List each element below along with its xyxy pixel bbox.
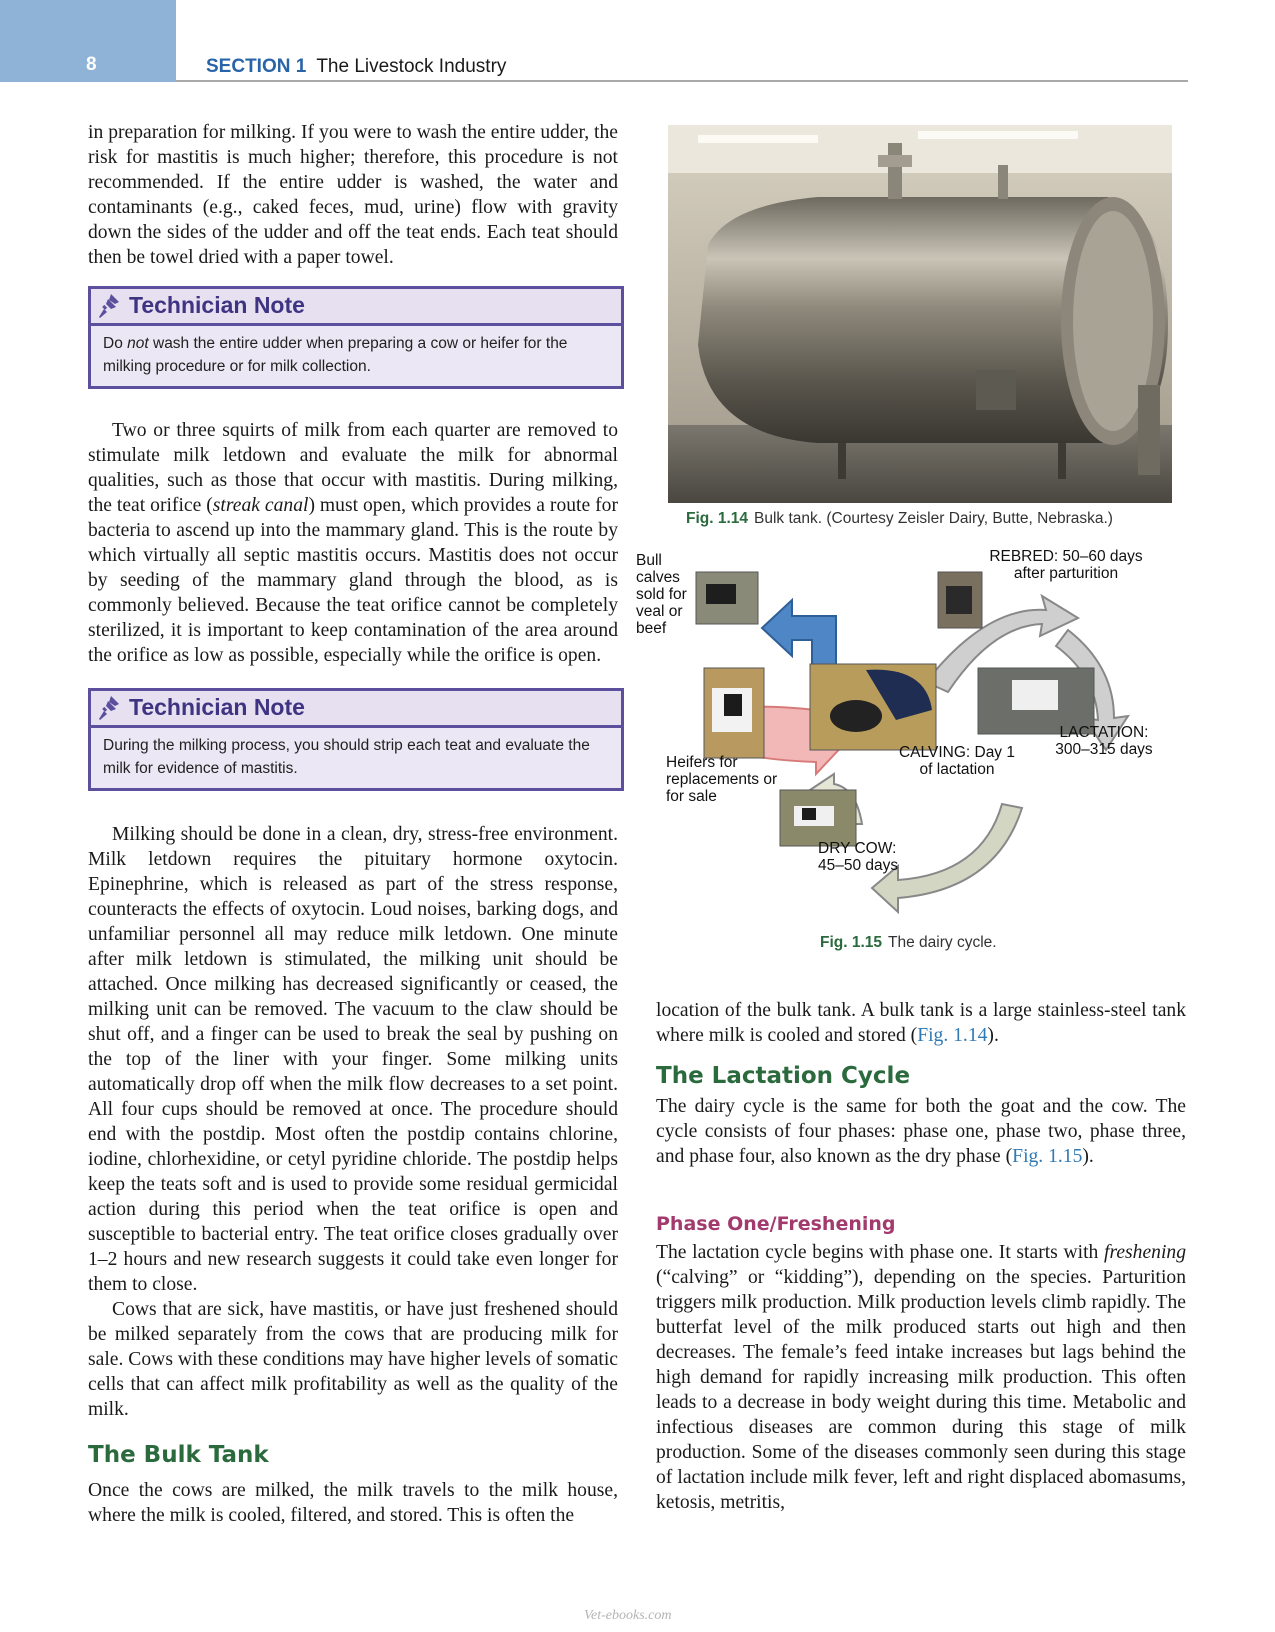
paragraph-sick-cows: Cows that are sick, have mastitis, or have just freshened should be milked separately from the cows that are producing milk for sale. Cows with these conditions may have higher levels of somatic cells that can affect milk profitability as well as the quality of the milk. [88, 1299, 618, 1420]
section-label: SECTION 1 [206, 56, 307, 77]
figure-caption-text: The dairy cycle. [888, 934, 997, 951]
note-text: wash the entire udder when preparing a cow or heifer for the milking procedure or for milk collection. [103, 335, 568, 375]
header-rule [176, 80, 1188, 82]
paragraph-udder-washing: in preparation for milking. If you were to wash the entire udder, the risk for mastitis is much higher; therefore, this procedure is not recommended. If the entire udder is washed, the water and contaminants (e.g., caked feces, mud, urine) flow with gravity down the sides of the udder and off the teat ends. Each teat should then be towel dried with a paper towel. [88, 122, 618, 268]
paragraph-milking-procedure: Milking should be done in a clean, dry, stress-free environment. Milk letdown requires the pituitary hormone oxytocin. Epinephrine, which is released as part of the stress response, counteracts the effects of oxytocin. Loud noises, barking dogs, and unfamiliar personnel all may reduce milk letdown. One minute after milk letdown is stimulated, the milking unit should be attached. Once milking has decreased significantly or ceased, the milking unit can be removed. The vacuum to the claw should be shut off, and a finger can be used to break the seal by pushing on the top of the liner with your finger. Some milking units automatically drop off when the milk flow decreases to a set point. All four cups should be removed at once. The procedure should end with the postdip. Most often the postdip contains chlorine, iodine, chlorhexidine, or cetyl pyridine chloride. The postdip helps keep the teats soft and is used to provide some residual germicidal action during this period when the teat orifice is open and susceptible to bacterial entry. The teat orifice closes gradually over 1–2 hours and new research suggests it could take even longer for them to close. [88, 824, 618, 1295]
technician-note-header [91, 691, 621, 728]
paragraph-milk-house: Once the cows are milked, the milk travels to the milk house, where the milk is cooled, filtered, and stored. This is often the [88, 1480, 618, 1526]
pushpin-icon [97, 292, 123, 320]
label-line: CALVING: Day 1 [898, 744, 1015, 761]
heading-phase-one: Phase One/Freshening [656, 1213, 896, 1235]
technician-note-body [91, 326, 621, 386]
technician-note-1 [88, 286, 624, 389]
right-column-top [656, 998, 1186, 1048]
figure-1-15-caption [820, 934, 997, 952]
running-header [206, 56, 506, 78]
paragraph-text: The lactation cycle begins with phase one. It starts with [656, 1242, 1104, 1263]
label-line: of lactation [919, 761, 995, 778]
right-column-bottom [656, 1240, 1186, 1515]
paragraph-text: The dairy cycle is the same for both the goat and the cow. The cycle consists of four phases: phase one, phase two, phase three, and phase four, also known as the dry phase ( [656, 1096, 1186, 1167]
technician-note-2 [88, 688, 624, 791]
figure-label: Fig. 1.15 [820, 934, 883, 951]
technician-note-header [91, 289, 621, 326]
paragraph-text: (“calving” or “kidding”), depending on the species. Parturition triggers milk production. Milk production levels climb rapidly. The butterfat level of the milk produced starts out high and then decreases. The female’s feed intake increases but lags behind the high demand for rapidly increasing milk production. This often leads to a decrease in body weight during this time. Metabolic and infectious diseases are common during this stage of milk production. Some of the diseases commonly seen during this stage of lactation include milk fever, left and right displaced abomasums, ketosis, metritis, [656, 1267, 1186, 1513]
paragraph-text: Two or three squirts of milk from each quarter are removed to stimulate milk letdown and evaluate the milk for abnormal qualities, such as those that occur with mastitis. During milking, the teat orifice ( [88, 420, 618, 516]
label-heifers [666, 754, 796, 805]
left-column-end [88, 1478, 618, 1528]
page-number: 8 [86, 54, 97, 75]
watermark: Vet-ebooks.com [584, 1608, 672, 1623]
label-line: replacements or [666, 771, 778, 788]
section-title: The Livestock Industry [316, 56, 507, 77]
label-lactation [1044, 724, 1164, 758]
label-line: 45–50 days [818, 857, 899, 874]
note-emphasis: not [127, 335, 149, 352]
paragraph-dairy-cycle [656, 1094, 1186, 1169]
label-bull-calves: Bull calves sold for veal or beef [636, 552, 687, 637]
label-line: 300–315 days [1055, 741, 1153, 758]
paragraph-phase-one [656, 1240, 1186, 1515]
label-line: Heifers for [666, 754, 738, 771]
left-column-bottom [88, 822, 618, 1422]
technician-note-title: Technician Note [129, 694, 305, 720]
paragraph-text: location of the bulk tank. A bulk tank is a large stainless-steel tank where milk is cooled and stored ( [656, 1000, 1186, 1046]
label-line: for sale [666, 788, 717, 805]
left-column-middle [88, 418, 618, 668]
dairy-cycle-diagram [636, 548, 1186, 930]
heading-lactation-cycle: The Lactation Cycle [656, 1063, 911, 1089]
figure-reference-link[interactable]: Fig. 1.14 [917, 1025, 988, 1046]
figure-1-14-caption [686, 510, 1113, 528]
label-line: LACTATION: [1059, 724, 1149, 741]
label-calving [892, 744, 1022, 778]
figure-label: Fig. 1.14 [686, 510, 749, 527]
paragraph-bulk-tank [656, 998, 1186, 1048]
paragraph-text: ). [987, 1025, 999, 1046]
technician-note-title: Technician Note [129, 292, 305, 318]
label-line: after parturition [1013, 565, 1119, 582]
bulk-tank-illustration [668, 125, 1172, 503]
bulk-tank-photo [668, 125, 1172, 503]
pushpin-icon [97, 694, 123, 722]
figure-caption-text: Bulk tank. (Courtesy Zeisler Dairy, Butte, Nebraska.) [754, 510, 1113, 527]
label-rebred [966, 548, 1166, 582]
right-column-middle [656, 1094, 1186, 1169]
paragraph-milk-letdown [88, 418, 618, 668]
label-dry-cow [818, 840, 918, 874]
note-text: Do [103, 335, 128, 352]
paragraph-emphasis: freshening [1104, 1242, 1186, 1263]
label-line: REBRED: 50–60 days [989, 548, 1143, 565]
figure-reference-link[interactable]: Fig. 1.15 [1012, 1146, 1083, 1167]
label-line: DRY COW: [818, 840, 897, 857]
paragraph-emphasis: streak canal [212, 495, 309, 516]
paragraph-text: ). [1082, 1146, 1094, 1167]
technician-note-body: During the milking process, you should strip each teat and evaluate the milk for evidence of mastitis. [91, 728, 621, 788]
heading-bulk-tank: The Bulk Tank [88, 1442, 269, 1468]
left-column-top [88, 120, 618, 270]
paragraph-text: ) must open, which provides a route for bacteria to ascend up into the mammary gland. This is the route by which virtually all septic mastitis occurs. Mastitis does not occur by seeding of the mammary gland through the blood, as is commonly believed. Because the teat orifice cannot be completely sterilized, it is important to keep contamination of the area around the orifice as low as possible, especially while the orifice is open. [88, 495, 618, 666]
